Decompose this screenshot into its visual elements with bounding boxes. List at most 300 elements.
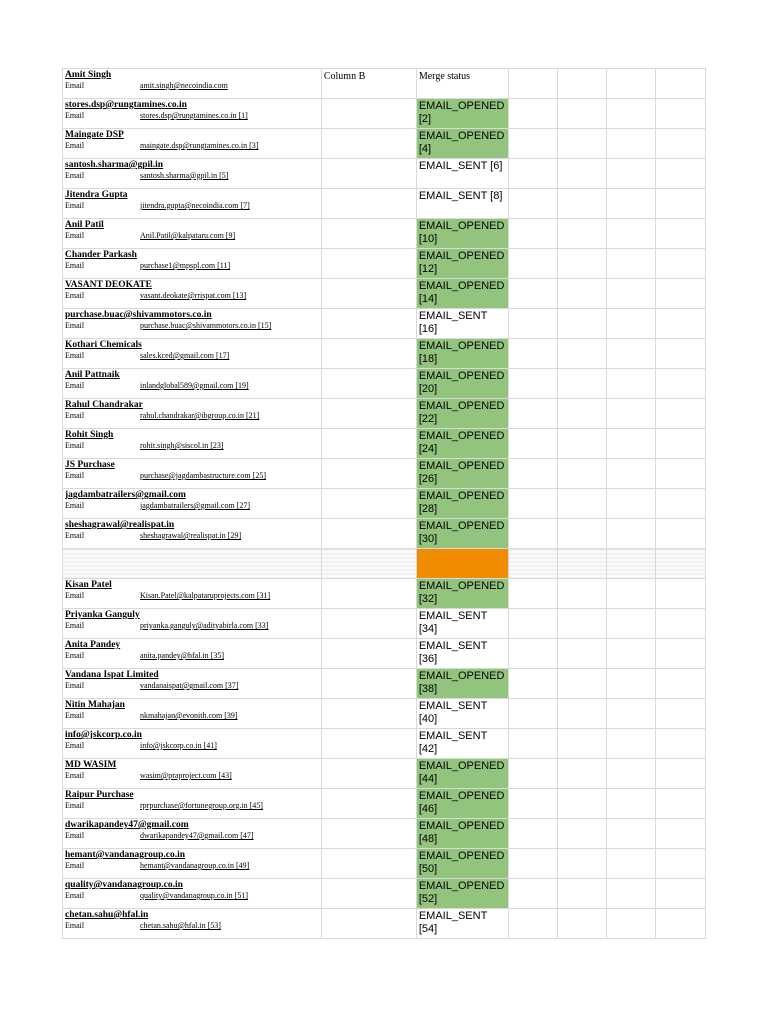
contact-name: info@jskcorp.co.in — [65, 730, 142, 740]
table-row — [63, 99, 706, 129]
empty-cell[interactable] — [655, 639, 705, 669]
empty-cell[interactable] — [508, 699, 557, 729]
empty-cell[interactable] — [606, 669, 655, 699]
merge-status-cell[interactable] — [416, 609, 508, 639]
email-line — [65, 501, 319, 511]
column-b-cell[interactable] — [321, 519, 416, 549]
empty-cell[interactable] — [508, 369, 557, 399]
merge-status-cell[interactable] — [416, 519, 508, 549]
column-b-cell[interactable] — [321, 309, 416, 339]
empty-cell[interactable] — [508, 279, 557, 309]
empty-cell[interactable] — [655, 189, 705, 219]
contact-name: santosh.sharma@gpil.in — [65, 160, 164, 170]
empty-cell[interactable] — [606, 549, 655, 579]
empty-cell[interactable] — [655, 309, 705, 339]
empty-cell[interactable] — [508, 639, 557, 669]
empty-cell[interactable] — [508, 309, 557, 339]
merge-status-value: EMAIL_OPENED [32] — [418, 580, 505, 605]
empty-cell[interactable] — [321, 549, 416, 579]
column-b-cell[interactable] — [321, 459, 416, 489]
empty-cell[interactable] — [557, 189, 606, 219]
contact-cell[interactable] — [63, 99, 322, 129]
column-b-cell[interactable] — [321, 819, 416, 849]
empty-cell[interactable] — [508, 849, 557, 879]
contact-cell[interactable] — [63, 189, 322, 219]
empty-cell[interactable] — [508, 189, 557, 219]
column-b-cell[interactable] — [321, 639, 416, 669]
email-label: Email — [65, 591, 85, 600]
email-value: hemant@vandanagroup.co.in [49] — [140, 861, 250, 870]
email-line — [65, 471, 319, 481]
empty-cell[interactable] — [655, 99, 705, 129]
empty-cell[interactable] — [557, 759, 606, 789]
merge-status-cell[interactable] — [416, 639, 508, 669]
empty-cell[interactable] — [557, 129, 606, 159]
merge-status-cell[interactable] — [416, 219, 508, 249]
empty-cell[interactable] — [557, 609, 606, 639]
email-line — [65, 171, 319, 181]
email-line — [65, 711, 319, 721]
contact-cell[interactable] — [63, 669, 322, 699]
contact-cell[interactable] — [63, 219, 322, 249]
contact-cell[interactable] — [63, 789, 322, 819]
merge-status-label: Merge status — [418, 71, 471, 82]
empty-cell[interactable] — [606, 789, 655, 819]
column-b-cell[interactable] — [321, 789, 416, 819]
table-row — [63, 309, 706, 339]
merge-status-value: EMAIL_OPENED [24] — [418, 430, 505, 455]
email-label: Email — [65, 861, 85, 870]
email-label: Email — [65, 291, 85, 300]
contact-cell[interactable] — [63, 819, 322, 849]
empty-cell[interactable] — [508, 519, 557, 549]
email-label: Email — [65, 801, 85, 810]
email-label: Email — [65, 681, 85, 690]
email-value: purchase@jagdambastructure.com [25] — [140, 471, 266, 480]
empty-cell[interactable] — [655, 609, 705, 639]
empty-cell[interactable] — [606, 99, 655, 129]
contact-name: purchase.buac@shivammotors.co.in — [65, 310, 212, 320]
column-b-cell[interactable] — [321, 279, 416, 309]
merge-status-cell[interactable] — [416, 789, 508, 819]
empty-cell[interactable] — [655, 669, 705, 699]
merge-status-value: EMAIL_OPENED [28] — [418, 490, 505, 515]
merge-status-cell[interactable] — [416, 399, 508, 429]
contact-cell[interactable] — [63, 909, 322, 939]
empty-cell[interactable] — [606, 909, 655, 939]
empty-cell[interactable] — [655, 519, 705, 549]
empty-cell[interactable] — [606, 459, 655, 489]
column-b-cell[interactable] — [321, 669, 416, 699]
empty-cell[interactable] — [655, 849, 705, 879]
table-row — [63, 459, 706, 489]
email-label: Email — [65, 741, 85, 750]
contact-name: Chander Parkash — [65, 250, 137, 260]
merge-status-cell[interactable] — [416, 729, 508, 759]
empty-cell[interactable] — [655, 219, 705, 249]
empty-cell[interactable] — [557, 99, 606, 129]
empty-cell[interactable] — [606, 579, 655, 609]
empty-cell[interactable] — [508, 219, 557, 249]
empty-cell[interactable] — [557, 639, 606, 669]
contact-name: Kothari Chemicals — [65, 340, 142, 350]
empty-cell[interactable] — [508, 789, 557, 819]
merge-status-cell[interactable] — [416, 849, 508, 879]
table-row — [63, 189, 706, 219]
column-b-header[interactable] — [321, 69, 416, 99]
email-value: purchase.buac@shivammotors.co.in [15] — [140, 321, 272, 330]
email-value: Kisan.Patel@kalpataruprojects.com [31] — [140, 591, 271, 600]
column-b-cell[interactable] — [321, 249, 416, 279]
contact-name: jagdambatrailers@gmail.com — [65, 490, 186, 500]
email-label: Email — [65, 141, 85, 150]
empty-cell[interactable] — [557, 699, 606, 729]
merge-status-cell[interactable] — [416, 489, 508, 519]
empty-cell[interactable] — [557, 879, 606, 909]
empty-cell[interactable] — [557, 519, 606, 549]
empty-cell[interactable] — [606, 189, 655, 219]
email-value: inlandglobal589@gmail.com [19] — [140, 381, 249, 390]
empty-cell[interactable] — [655, 909, 705, 939]
empty-cell[interactable] — [655, 279, 705, 309]
column-b-cell[interactable] — [321, 759, 416, 789]
email-line — [65, 111, 319, 121]
merge-status-value: EMAIL_OPENED [30] — [418, 520, 505, 545]
merge-status-cell[interactable] — [416, 579, 508, 609]
email-label: Email — [65, 771, 85, 780]
column-b-cell[interactable] — [321, 369, 416, 399]
empty-cell[interactable] — [557, 819, 606, 849]
email-value: priyanka.ganguly@adityabirla.com [33] — [140, 621, 269, 630]
merge-status-value: EMAIL_SENT [42] — [418, 730, 488, 755]
empty-cell[interactable] — [508, 249, 557, 279]
empty-cell[interactable] — [557, 489, 606, 519]
table-row — [63, 849, 706, 879]
email-value: jitendra.gupta@necoindia.com [7] — [140, 201, 250, 210]
email-label: Email — [65, 621, 85, 630]
empty-cell[interactable] — [508, 879, 557, 909]
contact-name: sheshagrawal@realispat.in — [65, 520, 175, 530]
email-value: vandanaispat@gmail.com [37] — [140, 681, 239, 690]
table-row — [63, 129, 706, 159]
email-label: Email — [65, 921, 85, 930]
empty-cell[interactable] — [655, 399, 705, 429]
empty-cell[interactable] — [508, 669, 557, 699]
empty-cell[interactable] — [606, 399, 655, 429]
empty-cell[interactable] — [557, 279, 606, 309]
merge-status-value: EMAIL_OPENED [12] — [418, 250, 505, 275]
empty-cell[interactable] — [655, 879, 705, 909]
empty-cell[interactable] — [557, 159, 606, 189]
empty-cell[interactable] — [508, 759, 557, 789]
column-b-cell[interactable] — [321, 699, 416, 729]
contact-cell[interactable] — [63, 369, 322, 399]
contact-name: VASANT DEOKATE — [65, 280, 152, 290]
empty-cell[interactable] — [606, 69, 655, 99]
empty-cell[interactable] — [557, 369, 606, 399]
empty-cell[interactable] — [655, 339, 705, 369]
empty-cell[interactable] — [508, 459, 557, 489]
column-b-label: Column B — [323, 71, 366, 82]
empty-cell[interactable] — [557, 339, 606, 369]
contact-cell[interactable] — [63, 729, 322, 759]
empty-cell[interactable] — [655, 69, 705, 99]
table-row — [63, 249, 706, 279]
email-line — [65, 381, 319, 391]
empty-cell[interactable] — [557, 219, 606, 249]
empty-cell[interactable] — [606, 429, 655, 459]
email-label: Email — [65, 231, 85, 240]
contact-cell[interactable] — [63, 249, 322, 279]
contact-cell[interactable] — [63, 699, 322, 729]
empty-cell[interactable] — [606, 639, 655, 669]
merge-status-cell[interactable] — [416, 369, 508, 399]
empty-cell[interactable] — [508, 489, 557, 519]
email-line — [65, 261, 319, 271]
empty-cell[interactable] — [557, 399, 606, 429]
table-row — [63, 489, 706, 519]
empty-cell[interactable] — [557, 309, 606, 339]
merge-status-cell[interactable] — [416, 339, 508, 369]
empty-cell[interactable] — [655, 579, 705, 609]
table-row — [63, 159, 706, 189]
merge-status-cell[interactable] — [416, 429, 508, 459]
table-row — [63, 819, 706, 849]
contact-cell[interactable] — [63, 129, 322, 159]
column-b-cell[interactable] — [321, 729, 416, 759]
empty-cell[interactable] — [508, 579, 557, 609]
email-line — [65, 321, 319, 331]
contact-cell[interactable] — [63, 69, 322, 99]
email-value: sales.kced@gmail.com [17] — [140, 351, 230, 360]
empty-cell[interactable] — [655, 729, 705, 759]
contact-cell[interactable] — [63, 279, 322, 309]
email-label: Email — [65, 411, 85, 420]
email-label: Email — [65, 531, 85, 540]
contact-cell[interactable] — [63, 579, 322, 609]
merge-status-cell[interactable] — [416, 459, 508, 489]
empty-cell[interactable] — [606, 699, 655, 729]
empty-cell[interactable] — [606, 219, 655, 249]
empty-cell[interactable] — [606, 369, 655, 399]
empty-cell[interactable] — [655, 699, 705, 729]
merge-status-cell[interactable] — [416, 909, 508, 939]
table-row — [63, 909, 706, 939]
email-value: santosh.sharma@gpil.in [5] — [140, 171, 229, 180]
email-label: Email — [65, 831, 85, 840]
empty-cell[interactable] — [606, 159, 655, 189]
empty-cell[interactable] — [508, 429, 557, 459]
column-b-cell[interactable] — [321, 849, 416, 879]
contact-name: hemant@vandanagroup.co.in — [65, 850, 186, 860]
email-label: Email — [65, 381, 85, 390]
contact-name: Raipur Purchase — [65, 790, 134, 800]
empty-cell[interactable] — [606, 849, 655, 879]
empty-cell[interactable] — [557, 789, 606, 819]
table-row — [63, 219, 706, 249]
empty-cell[interactable] — [508, 159, 557, 189]
email-value: anita.pandey@hfal.in [35] — [140, 651, 225, 660]
empty-cell[interactable] — [606, 279, 655, 309]
empty-cell[interactable] — [606, 609, 655, 639]
contact-name: Rahul Chandrakar — [65, 400, 143, 410]
highlighted-status-cell[interactable] — [416, 549, 508, 579]
merge-status-cell[interactable] — [416, 699, 508, 729]
empty-cell[interactable] — [655, 429, 705, 459]
empty-cell[interactable] — [655, 459, 705, 489]
header-row — [63, 69, 706, 99]
empty-cell[interactable] — [508, 819, 557, 849]
empty-cell[interactable] — [557, 729, 606, 759]
contact-name: Maingate DSP — [65, 130, 124, 140]
empty-cell[interactable] — [508, 129, 557, 159]
merge-status-cell[interactable] — [416, 279, 508, 309]
email-label: Email — [65, 501, 85, 510]
contact-cell[interactable] — [63, 429, 322, 459]
contact-cell[interactable] — [63, 339, 322, 369]
empty-cell[interactable] — [655, 129, 705, 159]
contact-cell[interactable] — [63, 489, 322, 519]
column-b-cell[interactable] — [321, 159, 416, 189]
merge-status-cell[interactable] — [416, 159, 508, 189]
contact-cell[interactable] — [63, 459, 322, 489]
column-b-cell[interactable] — [321, 339, 416, 369]
contact-cell[interactable] — [63, 639, 322, 669]
empty-cell[interactable] — [655, 159, 705, 189]
empty-cell[interactable] — [508, 399, 557, 429]
email-value: vasant.deokate@rrispat.com [13] — [140, 291, 247, 300]
contact-cell[interactable] — [63, 879, 322, 909]
merge-status-value: EMAIL_OPENED [20] — [418, 370, 505, 395]
contact-name: dwarikapandey47@gmail.com — [65, 820, 189, 830]
column-b-cell[interactable] — [321, 609, 416, 639]
contact-cell[interactable] — [63, 519, 322, 549]
contact-name: chetan.sahu@hfal.in — [65, 910, 149, 920]
merge-status-value: EMAIL_OPENED [48] — [418, 820, 505, 845]
contact-cell[interactable] — [63, 159, 322, 189]
contact-name: Nitin Mahajan — [65, 700, 125, 710]
empty-cell[interactable] — [508, 99, 557, 129]
contact-cell[interactable] — [63, 759, 322, 789]
empty-cell[interactable] — [557, 249, 606, 279]
email-value: info@jskcorp.co.in [41] — [140, 741, 217, 750]
merge-status-value: EMAIL_OPENED [44] — [418, 760, 505, 785]
empty-cell[interactable] — [606, 519, 655, 549]
email-label: Email — [65, 891, 85, 900]
merge-status-cell[interactable] — [416, 759, 508, 789]
email-label: Email — [65, 471, 85, 480]
column-b-cell[interactable] — [321, 909, 416, 939]
merge-status-value: EMAIL_OPENED [52] — [418, 880, 505, 905]
merge-status-cell[interactable] — [416, 99, 508, 129]
empty-cell[interactable] — [606, 819, 655, 849]
contact-name: Anil Pattnaik — [65, 370, 120, 380]
email-value: sheshagrawal@realispat.in [29] — [140, 531, 242, 540]
empty-cell[interactable] — [508, 729, 557, 759]
column-b-cell[interactable] — [321, 879, 416, 909]
empty-cell[interactable] — [655, 369, 705, 399]
empty-cell[interactable] — [557, 669, 606, 699]
merge-status-cell[interactable] — [416, 309, 508, 339]
empty-cell[interactable] — [655, 249, 705, 279]
column-b-cell[interactable] — [321, 99, 416, 129]
empty-cell[interactable] — [557, 549, 606, 579]
empty-cell[interactable] — [557, 849, 606, 879]
empty-cell[interactable] — [655, 759, 705, 789]
empty-cell[interactable] — [655, 549, 705, 579]
email-value: rohit.singh@siscol.in [23] — [140, 441, 224, 450]
empty-cell[interactable] — [655, 819, 705, 849]
empty-cell[interactable] — [508, 549, 557, 579]
empty-cell[interactable] — [508, 339, 557, 369]
empty-cell[interactable] — [606, 759, 655, 789]
merge-status-value: EMAIL_OPENED [14] — [418, 280, 505, 305]
table-row — [63, 579, 706, 609]
email-line — [65, 531, 319, 541]
email-line — [65, 771, 319, 781]
empty-cell[interactable] — [557, 429, 606, 459]
contact-cell[interactable] — [63, 609, 322, 639]
merge-status-cell[interactable] — [416, 879, 508, 909]
empty-cell[interactable] — [606, 489, 655, 519]
empty-cell[interactable] — [606, 249, 655, 279]
column-b-cell[interactable] — [321, 579, 416, 609]
empty-cell[interactable] — [606, 309, 655, 339]
empty-cell[interactable] — [557, 459, 606, 489]
email-value: quality@vandanagroup.co.in [51] — [140, 891, 249, 900]
column-b-cell[interactable] — [321, 189, 416, 219]
contact-cell[interactable] — [63, 849, 322, 879]
empty-cell[interactable] — [606, 729, 655, 759]
contact-cell[interactable] — [63, 399, 322, 429]
column-b-cell[interactable] — [321, 399, 416, 429]
column-b-cell[interactable] — [321, 489, 416, 519]
empty-cell[interactable] — [557, 909, 606, 939]
email-value: amit.singh@necoindia.com — [140, 81, 228, 90]
merge-status-header[interactable] — [416, 69, 508, 99]
empty-cell[interactable] — [606, 129, 655, 159]
contact-cell[interactable] — [63, 309, 322, 339]
merge-status-cell[interactable] — [416, 129, 508, 159]
empty-cell[interactable] — [508, 69, 557, 99]
merge-status-value: EMAIL_OPENED [38] — [418, 670, 505, 695]
email-line — [65, 141, 319, 151]
empty-cell[interactable] — [606, 339, 655, 369]
empty-cell[interactable] — [508, 609, 557, 639]
empty-cell[interactable] — [655, 789, 705, 819]
empty-cell[interactable] — [508, 909, 557, 939]
merge-status-cell[interactable] — [416, 249, 508, 279]
merge-status-cell[interactable] — [416, 819, 508, 849]
empty-cell[interactable] — [655, 489, 705, 519]
merge-status-cell[interactable] — [416, 189, 508, 219]
empty-cell[interactable] — [557, 69, 606, 99]
email-line — [65, 291, 319, 301]
empty-cell[interactable] — [557, 579, 606, 609]
merge-status-value: EMAIL_OPENED [18] — [418, 340, 505, 365]
table-body — [63, 69, 706, 939]
empty-cell[interactable] — [606, 879, 655, 909]
column-b-cell[interactable] — [321, 429, 416, 459]
table-row — [63, 429, 706, 459]
column-b-cell[interactable] — [321, 219, 416, 249]
merge-status-cell[interactable] — [416, 669, 508, 699]
column-b-cell[interactable] — [321, 129, 416, 159]
table-row — [63, 639, 706, 669]
table-row — [63, 519, 706, 549]
email-line — [65, 441, 319, 451]
empty-cell[interactable] — [63, 549, 322, 579]
